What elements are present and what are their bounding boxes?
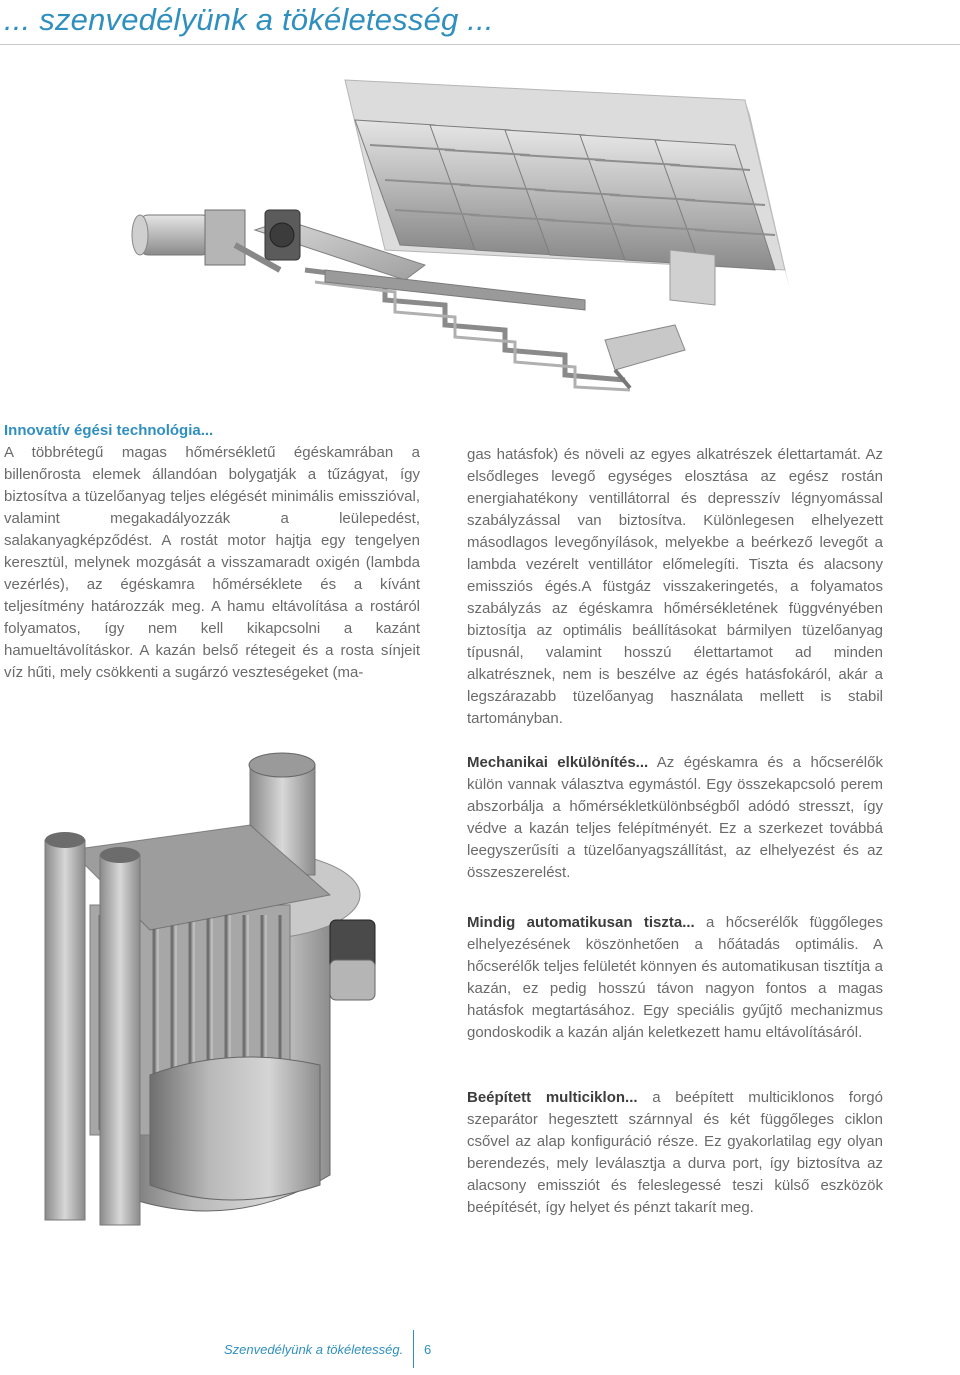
section-heading-multicyclone: Beépített multiciklon... [467,1089,638,1106]
title-divider [0,44,960,45]
section-heading-innovation: Innovatív égési technológia... [4,422,214,439]
page-title: ... szenvedélyünk a tökéletesség ... [4,2,494,37]
section-heading-cleaning: Mindig automatikusan tiszta... [467,914,695,931]
boiler-cutaway-illustration [0,745,420,1235]
page-number: 6 [424,1342,432,1357]
multicyclone-body: a beépített multiciklonos forgó szeparátor hegesztett szárnnyal és két függőleges ciklon csővel az alap konfiguráció része. Ez gyakorlatilag egy olyan berendezés, mely leválasztja a durva port, így biztosítva az alacsony emissziót és feleslegessé teszi külső eszközök beépítését, így helyet és pénzt takarít meg. [467,1089,883,1216]
continuation-body: gas hatásfok) és növeli az egyes alkatrészek élettartamát. Az elsődleges levegő egységes elosztása az egész rostán energiahatékony ventillátorral és depresszív légnyomással szabályzással van biztosítva. Különlegesen elhelyezett másodlagos levegőnyílások, melyekbe a beérkező levegőt a lambda vezérelt ventillátor előmelegíti. Tiszta és alacsony emissziós égés.A füstgáz visszakeringetés, a folyamatos szabályzás az égéskamra hőmérsékletének függvényében biztosítja az optimális beállításokat bármilyen tüzelőanyag típusnál, valamint hosszú élettartamot ad minden alkatrésznek, nem is beszélve az égés hatásfokáról, akár a legszárazabb tüzelőanyag használata mellett is stabil tartományban. [467,446,883,727]
footer-title: Szenvedélyünk a tökéletesség. [224,1342,404,1357]
right-text-continuation [467,444,883,730]
section-heading-mechanical: Mechanikai elkülönítés... [467,754,649,771]
grate-mechanism-illustration [85,70,875,430]
footer-divider [413,1330,414,1368]
left-text-column [4,420,420,684]
innovation-body: A többrétegű magas hőmérsékletű égéskamrában a billenőrosta elemek állandóan bolygatják a tűzágyat, így biztosítva a tüzelőanyag teljes elégését minimális emisszióval, valamint megakadályozzák a leülepedést, salakanyagképződést. A rostát motor hajtja egy tengelyen keresztül, melynek mozgását a visszamaradt oxigén (lambda vezérlés), az égéskamra hőmérséklete és a kívánt teljesítmény határozzák meg. A hamu eltávolítása a rostáról folyamatos, így nem kell kikapcsolni a kazánt hamueltávolításkor. A kazán belső rétegeit és a rosta sínjeit víz hűti, mely csökkenti a sugárzó veszteségeket (ma- [4,444,420,681]
section-cleaning [467,912,883,1044]
cleaning-body: a hőcserélők függőleges elhelyezésének köszönhetően a hőátadás optimális. A hőcserélők teljes felületét könnyen és automatikusan tisztítja a kazán, ez pedig hosszú távon nagyon fontos a magas hatásfok megtartásához. Egy speciális gyűjtő mechanizmus gondoskodik a kazán alján keletkezett hamu eltávolításáról. [467,914,883,1041]
section-multicyclone [467,1087,883,1219]
mechanical-body: Az égéskamra és a hőcserélők külön vannak választva egymástól. Egy összekapcsoló perem abszorbálja a hőmérsékletkülönbségből adódó stresszt, így védve a kazán teljes felépítményét. Ez a szerkezet továbbá leegyszerűsíti a tüzelőanyagszállítást, az elhelyezést és az összeszerelést. [467,754,883,881]
section-mechanical [467,752,883,884]
